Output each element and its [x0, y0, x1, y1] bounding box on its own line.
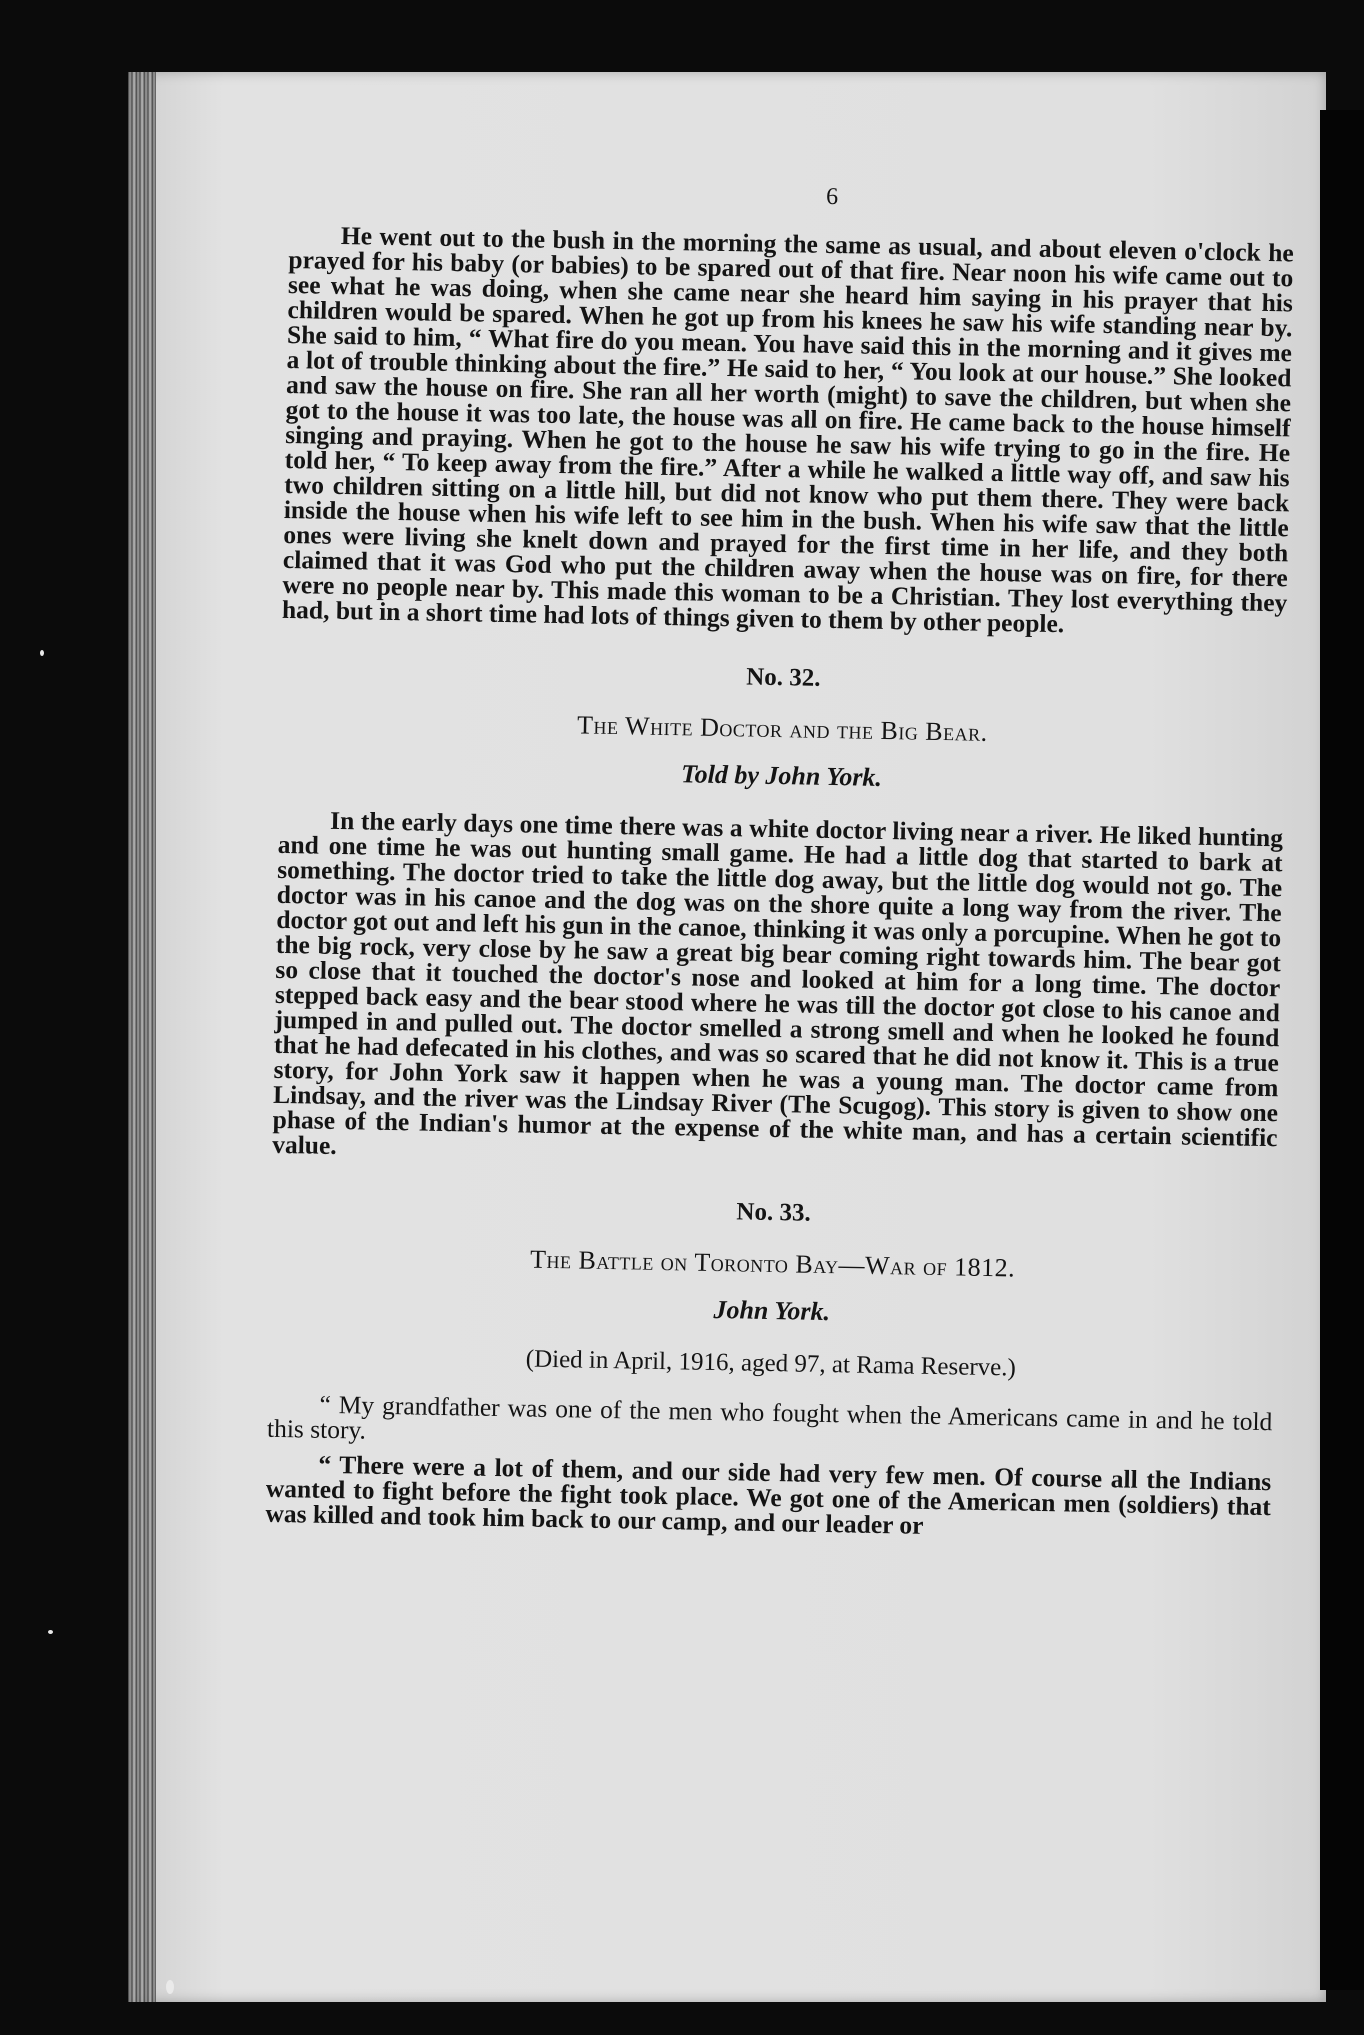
- scan-speck: [48, 1630, 53, 1634]
- story-32-number: No. 32.: [745, 663, 821, 692]
- scan-speck: [166, 1980, 174, 1994]
- page-text: [265, 175, 1295, 1544]
- story-33-paragraph-1: “ My grandfather was one of the men who fought when the Americans came in and he told this story.: [266, 1389, 1273, 1445]
- scan-speck: [40, 650, 44, 656]
- story-33-number: No. 33.: [736, 1198, 811, 1227]
- story-33-title: The Battle on Toronto Bay—War of 1812.: [529, 1244, 1016, 1283]
- story-32-teller: Told by John York.: [680, 759, 883, 792]
- story-32-title: The White Doctor and the Big Bear.: [576, 710, 988, 747]
- page-binding-edge: [128, 72, 156, 2002]
- intro-paragraph: He went out to the bush in the morning the same as usual, and about eleven o'clock he prayed for his baby (or babies) to be spared out of that fire. Near noon his wife came out to see what he was doing, when she came near she heard him saying in his prayer that his children would be spared. When he got up from his knees he saw his wife standing near by. She said to him, “ What fire do you mean. You have said this in the morning and it gives me a lot of trouble thinking about the fire.” He said to her, “ You look at our house.” She looked and saw the house on fire. She ran all her worth (might) to save the children, but when she got to the house it was too late, the house was all on fire. He came back to the house himself singing and praying. When he got to the house he saw his wife trying to go in the fire. He told her, “ To keep away from the fire.” After a while he walked a little way off, and saw his two children sitting on a little hill, but did not know who put them there. They were back inside the house when his wife left to see him in the bush. When his wife saw that the little ones were living she knelt down and prayed for the first time in her life, and they both claimed that it was God who put the children away when the house was on fire, for there were no people near by. This made this woman to be a Christian. They lost everything they had, but in a short time had lots of things given to them by other people.: [281, 220, 1295, 639]
- page-right-shadow: [1320, 110, 1364, 1990]
- story-33-note: (Died in April, 1916, aged 97, at Rama Reserve.): [525, 1345, 1017, 1382]
- story-33-paragraph-2: “ There were a lot of them, and our side had very few men. Of course all the Indians wanted to fight before the fight took place. We got one of the American men (soldiers) that was killed and took him back to our camp, and our leader or: [265, 1449, 1272, 1540]
- story-33-teller: John York.: [713, 1294, 831, 1327]
- story-32-body: In the early days one time there was a white doctor living near a river. He liked hunting and one time he was out hunting small game. He had a little dog that started to bark at something. The doctor tried to take the little dog away, but the little dog would not go. The doctor was in his canoe and the dog was on the shore quite a long way from the river. The doctor got out and left his gun in the canoe, thinking it was only a porcupine. When he got to the big rock, very close by he saw a great big bear coming right towards him. The bear got so close that it touched the doctor's nose and looked at him for a long time. The doctor stepped back easy and the bear stood where he was till the doctor got close to his canoe and jumped in and pulled out. The doctor smelled a strong smell and when he looked he found that he had defecated in his clothes, and was so scared that he did not know it. This is a true story, for John York saw it happen when he was a young man. The doctor came from Lindsay, and the river was the Lindsay River (The Scugog). This story is given to show one phase of the Indian's humor at the expense of the white man, and has a certain scientific value.: [271, 805, 1284, 1161]
- page-number: 6: [825, 183, 839, 211]
